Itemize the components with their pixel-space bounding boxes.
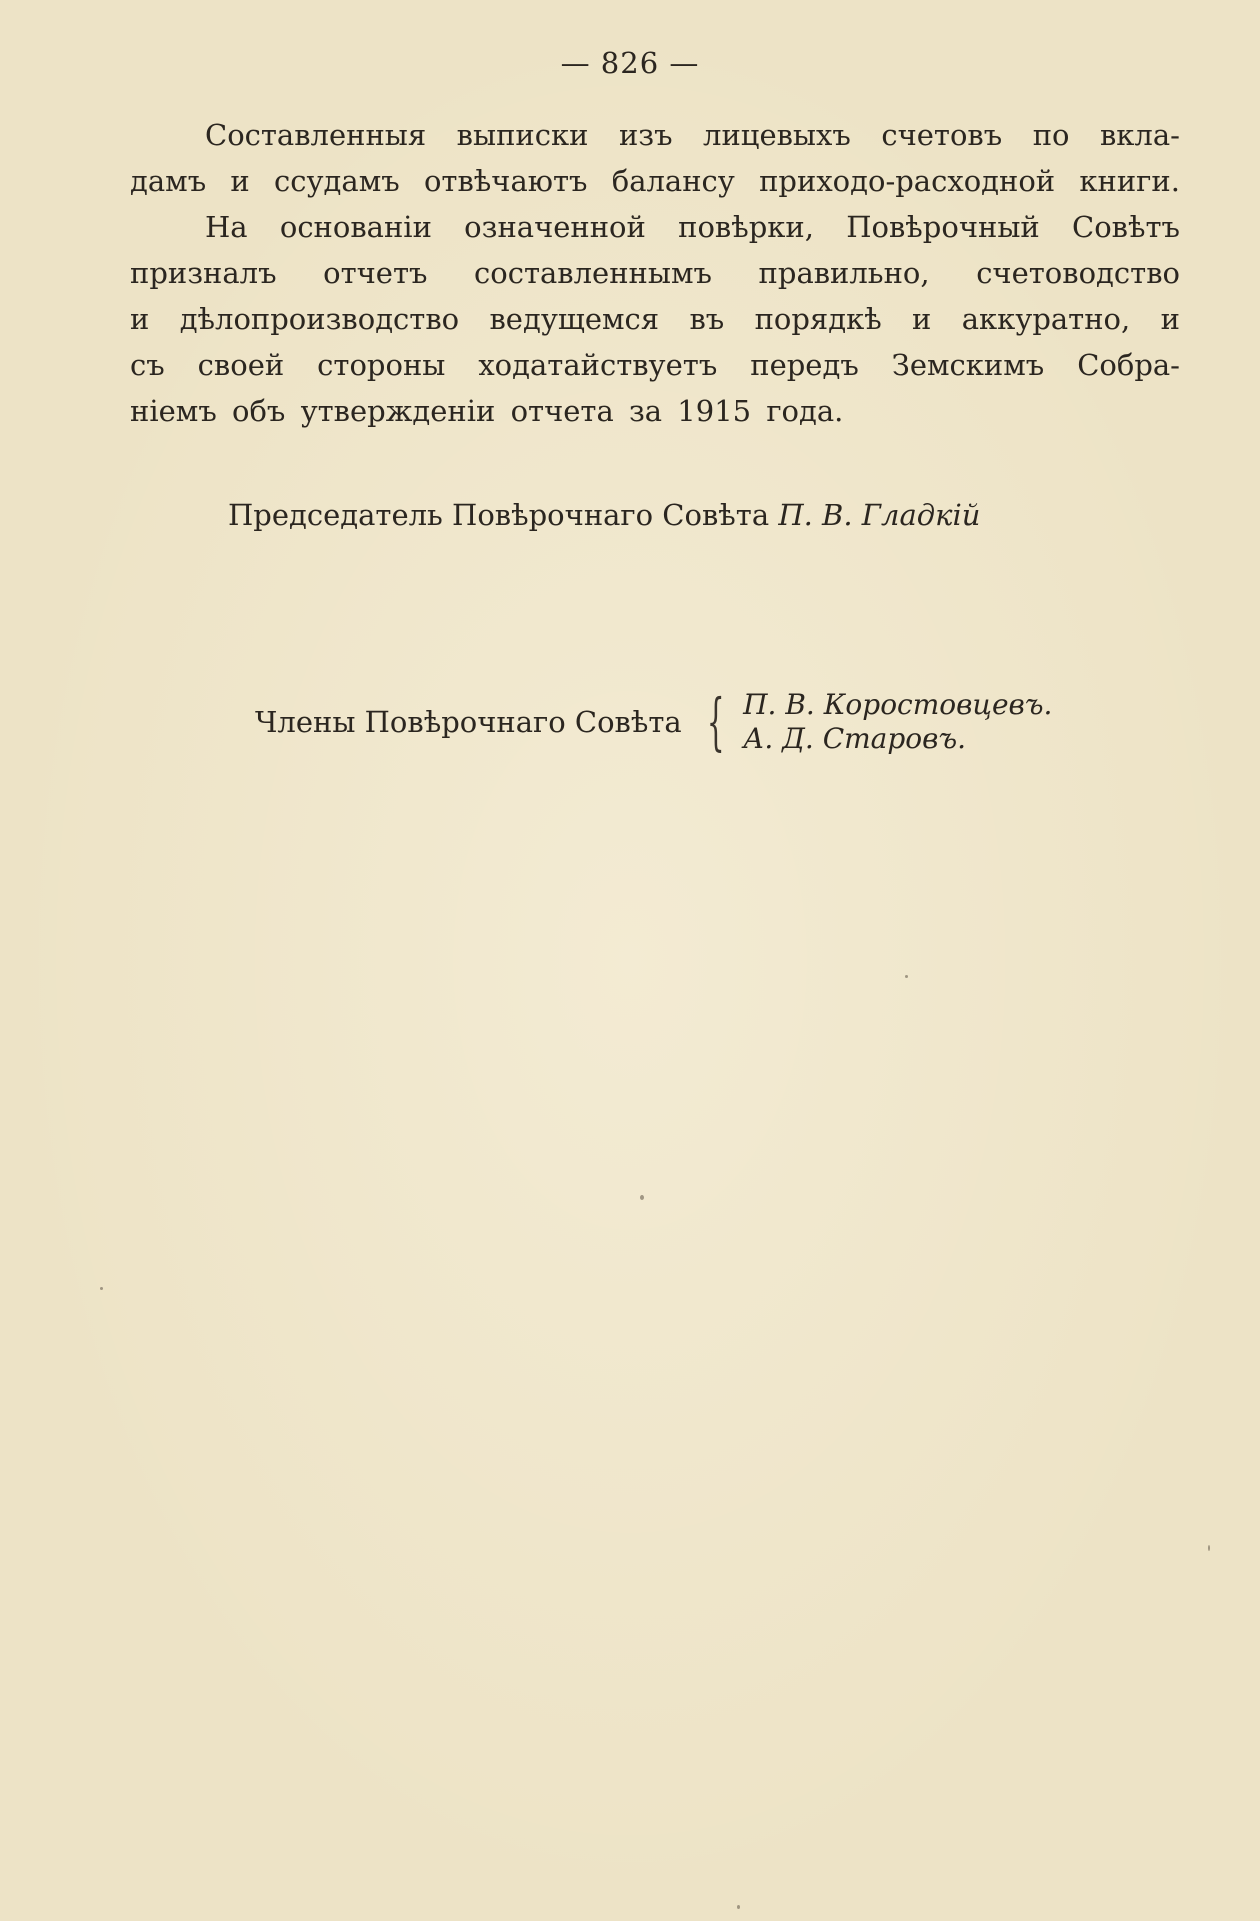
chairman-signature-line — [228, 498, 980, 532]
paragraph-1-line-1 — [130, 112, 1180, 158]
chairman-name: П. В. Гладкiй — [778, 498, 981, 532]
word: передъ — [750, 348, 859, 382]
word: Собра- — [1077, 348, 1180, 382]
word: ходатайствуетъ — [478, 348, 718, 382]
paragraph-2-line-3 — [130, 296, 1180, 342]
paper-speck — [737, 1905, 740, 1909]
word: счетоводство — [976, 256, 1180, 290]
word: отчетъ — [323, 256, 428, 290]
page-number: — 826 — — [560, 46, 700, 80]
word: аккуратно, — [961, 302, 1131, 336]
chairman-label: Председатель Повѣрочнаго Совѣта — [228, 498, 770, 532]
word: съ — [130, 348, 165, 382]
word: счетовъ — [881, 118, 1003, 152]
word: вкла- — [1099, 118, 1180, 152]
text-line: нiемъ объ утвержденiи отчета за 1915 года. — [130, 394, 844, 428]
word: изъ — [618, 118, 673, 152]
paper-speck — [100, 1287, 103, 1290]
word: балансу — [611, 164, 735, 198]
word: призналъ — [130, 256, 277, 290]
body-text — [130, 112, 1180, 434]
word: отвѣчаютъ — [423, 164, 588, 198]
word: и — [912, 302, 932, 336]
word: Совѣтъ — [1072, 210, 1180, 244]
word: книги. — [1079, 164, 1180, 198]
paragraph-2-line-5 — [130, 388, 1180, 434]
word: и — [230, 164, 250, 198]
paragraph-1-line-2 — [130, 158, 1180, 204]
members-label: Члены Повѣрочнаго Совѣта — [255, 705, 682, 739]
word: ссудамъ — [274, 164, 400, 198]
word: означенной — [464, 210, 646, 244]
word: стороны — [317, 348, 446, 382]
word: и — [130, 302, 150, 336]
word: составленнымъ — [474, 256, 712, 290]
word: лицевыхъ — [703, 118, 851, 152]
word: въ — [689, 302, 725, 336]
paper-speck — [1208, 1545, 1210, 1551]
paragraph-2-line-2 — [130, 250, 1180, 296]
word: порядкѣ — [754, 302, 882, 336]
word: дѣлопроизводство — [179, 302, 460, 336]
member-name: П. В. Коростовцевъ. — [743, 688, 1053, 721]
word: правильно, — [758, 256, 930, 290]
word: повѣрки, — [678, 210, 814, 244]
paragraph-2-line-1 — [130, 204, 1180, 250]
brace-icon: { — [706, 685, 725, 758]
word: своей — [197, 348, 285, 382]
word: Повѣрочный — [846, 210, 1040, 244]
word: дамъ — [130, 164, 207, 198]
word: Земскимъ — [891, 348, 1045, 382]
word: На — [205, 210, 248, 244]
paragraph-2-line-4 — [130, 342, 1180, 388]
word: ведущемся — [489, 302, 660, 336]
word: и — [1160, 302, 1180, 336]
word: выписки — [456, 118, 589, 152]
word: по — [1032, 118, 1070, 152]
word: основанiи — [279, 210, 432, 244]
members-signature-block — [255, 685, 1053, 758]
word: Составленныя — [205, 118, 427, 152]
word: приходо-расходной — [759, 164, 1056, 198]
paper-speck — [905, 975, 908, 978]
member-name: А. Д. Старовъ. — [743, 722, 967, 755]
members-list — [743, 688, 1052, 756]
paper-speck — [640, 1195, 644, 1200]
